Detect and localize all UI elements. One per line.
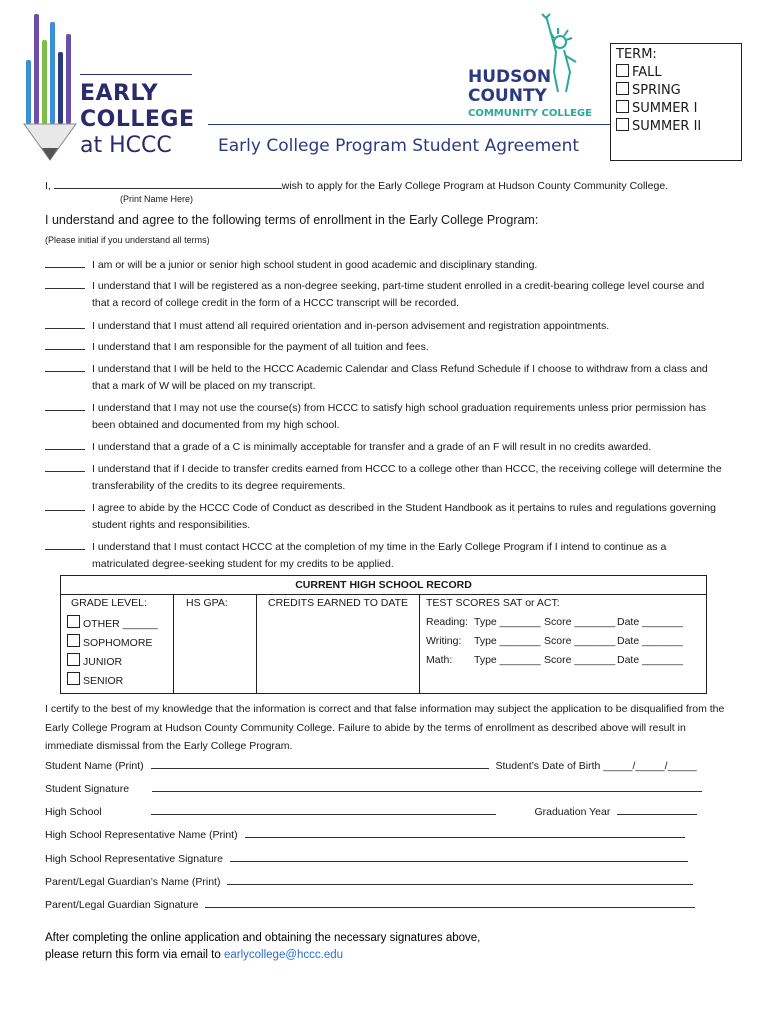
checkbox[interactable] [616, 100, 629, 113]
hs-gpa-cell[interactable] [174, 595, 257, 694]
footer-line-2: please return this form via email to earlycollege@hccc.edu [45, 949, 344, 961]
initial-field[interactable] [45, 410, 85, 411]
initial-field[interactable] [45, 371, 85, 372]
initial-field[interactable] [45, 449, 85, 450]
high-school-field[interactable] [151, 814, 496, 815]
parent-name-row: Parent/Legal Guardian’s Name (Print) [45, 876, 693, 888]
term-option-summer-1[interactable]: SUMMER I [611, 100, 741, 118]
early-college-logo [22, 12, 195, 162]
parent-signature-row: Parent/Legal Guardian Signature [45, 899, 695, 911]
page-title: Early College Program Student Agreement [218, 136, 580, 156]
grade-option-other[interactable]: OTHER ______ [67, 615, 167, 634]
logo-college: COLLEGE [80, 107, 195, 132]
parent-name-field[interactable] [227, 884, 693, 885]
term-item: I understand that if I decide to transfer credits earned from HCCC to a college other than HCCC, the receiving college will determine the transferability of the credits to its degree requirements. [45, 461, 725, 495]
term-item: I understand that I am responsible for the payment of all tuition and fees. [45, 339, 725, 356]
intro-line: I, wish to apply for the Early College Program at Hudson County Community College. [45, 180, 669, 192]
test-row-writing[interactable]: Writing: Type _______ Score _______ Date _______ [426, 635, 683, 647]
certification-text: I certify to the best of my knowledge that the information is correct and that false information may subject the application to be disqualified from the Early College Program at Hudson County Community College. Failure to abide by the terms of enrollment as described above will result in immediate dismissal from the Early College Program. [45, 703, 725, 752]
student-signature-row: Student Signature [45, 783, 702, 795]
grade-option-junior[interactable]: JUNIOR [67, 653, 167, 672]
hs-rep-name-field[interactable] [245, 837, 685, 838]
term-item: I understand that I must contact HCCC at the completion of my time in the Early College Program if I intend to continue as a matriculated degree-seeking student for my credits to be applied. [45, 539, 725, 573]
logo-hudson: HUDSON [468, 67, 552, 87]
student-signature-field[interactable] [152, 791, 702, 792]
term-option-spring[interactable]: SPRING [611, 82, 741, 100]
initial-field[interactable] [45, 510, 85, 511]
footer-line-1: After completing the online application and obtaining the necessary signatures above, [45, 932, 481, 944]
logo-early: EARLY [80, 81, 159, 106]
hs-rep-signature-row: High School Representative Signature [45, 853, 688, 865]
email-link[interactable]: earlycollege@hccc.edu [223, 949, 344, 961]
high-school-row: High School Graduation Year [45, 806, 697, 818]
checkbox[interactable] [616, 64, 629, 77]
credits-label: CREDITS EARNED TO DATE [267, 597, 409, 609]
test-scores-title: TEST SCORES SAT or ACT: [426, 597, 560, 609]
hs-gpa-label: HS GPA: [186, 597, 228, 609]
test-row-math[interactable]: Math: Type _______ Score _______ Date _______ [426, 654, 683, 666]
grade-level-label: GRADE LEVEL: [71, 597, 147, 609]
logo-community-college: COMMUNITY COLLEGE [468, 108, 592, 119]
hccc-logo [468, 12, 608, 122]
term-option-fall[interactable]: FALL [611, 64, 741, 82]
checkbox[interactable] [67, 615, 80, 628]
terms-note: (Please initial if you understand all terms) [45, 235, 210, 245]
term-item: I agree to abide by the HCCC Code of Conduct as described in the Student Handbook as it pertains to rules and regulations governing student rights and responsibilities. [45, 500, 725, 534]
title-rule [208, 124, 610, 125]
term-item: I understand that I will be held to the HCCC Academic Calendar and Class Refund Schedule if I choose to withdraw from a class and that a mark of W will be placed on my transcript. [45, 361, 725, 395]
term-option-summer-2[interactable]: SUMMER II [611, 118, 741, 136]
initial-field[interactable] [45, 349, 85, 350]
initial-field[interactable] [45, 328, 85, 329]
checkbox[interactable] [616, 118, 629, 131]
student-name-row: Student Name (Print) Student’s Date of Birth _____/_____/_____ [45, 760, 697, 772]
pencil-crayons-icon [22, 12, 82, 162]
initial-field[interactable] [45, 549, 85, 550]
term-item: I am or will be a junior or senior high school student in good academic and disciplinary standing. [45, 257, 725, 274]
logo-at-hccc: at HCCC [80, 133, 172, 158]
dob-field[interactable]: Student’s Date of Birth _____/_____/_____ [495, 760, 697, 772]
term-label: TERM: [616, 47, 657, 62]
test-row-reading[interactable]: Reading: Type _______ Score _______ Date _______ [426, 616, 683, 628]
checkbox[interactable] [67, 634, 80, 647]
terms-heading: I understand and agree to the following terms of enrollment in the Early College Program: [45, 213, 539, 227]
term-item: I understand that a grade of a C is minimally acceptable for transfer and a grade of an F will result in no credits awarded. [45, 439, 725, 456]
print-name-field[interactable] [54, 188, 282, 189]
grade-option-sophomore[interactable]: SOPHOMORE [67, 634, 167, 653]
print-name-hint: (Print Name Here) [120, 194, 194, 204]
initial-field[interactable] [45, 267, 85, 268]
checkbox[interactable] [67, 672, 80, 685]
term-item: I understand that I will be registered as a non-degree seeking, part-time student enrolled in a credit-bearing college level course and that a record of college credit in the form of a HCCC transcript will be recorded. [45, 278, 725, 312]
term-box [610, 43, 742, 161]
checkbox[interactable] [67, 653, 80, 666]
hs-rep-name-row: High School Representative Name (Print) [45, 829, 685, 841]
grade-option-senior[interactable]: SENIOR [67, 672, 167, 691]
initial-field[interactable] [45, 288, 85, 289]
student-name-field[interactable] [151, 768, 489, 769]
hs-rep-signature-field[interactable] [230, 861, 688, 862]
credits-cell[interactable] [257, 595, 420, 694]
checkbox[interactable] [616, 82, 629, 95]
initial-field[interactable] [45, 471, 85, 472]
high-school-record-table [60, 575, 707, 694]
parent-signature-field[interactable] [205, 907, 695, 908]
graduation-year-field[interactable] [617, 814, 697, 815]
record-title: CURRENT HIGH SCHOOL RECORD [61, 576, 707, 595]
term-item: I understand that I must attend all required orientation and in-person advisement and registration appointments. [45, 318, 725, 335]
logo-county: COUNTY [468, 86, 547, 106]
term-item: I understand that I may not use the course(s) from HCCC to satisfy high school graduation requirements unless prior permission has been obtained and documented from my high school. [45, 400, 725, 434]
